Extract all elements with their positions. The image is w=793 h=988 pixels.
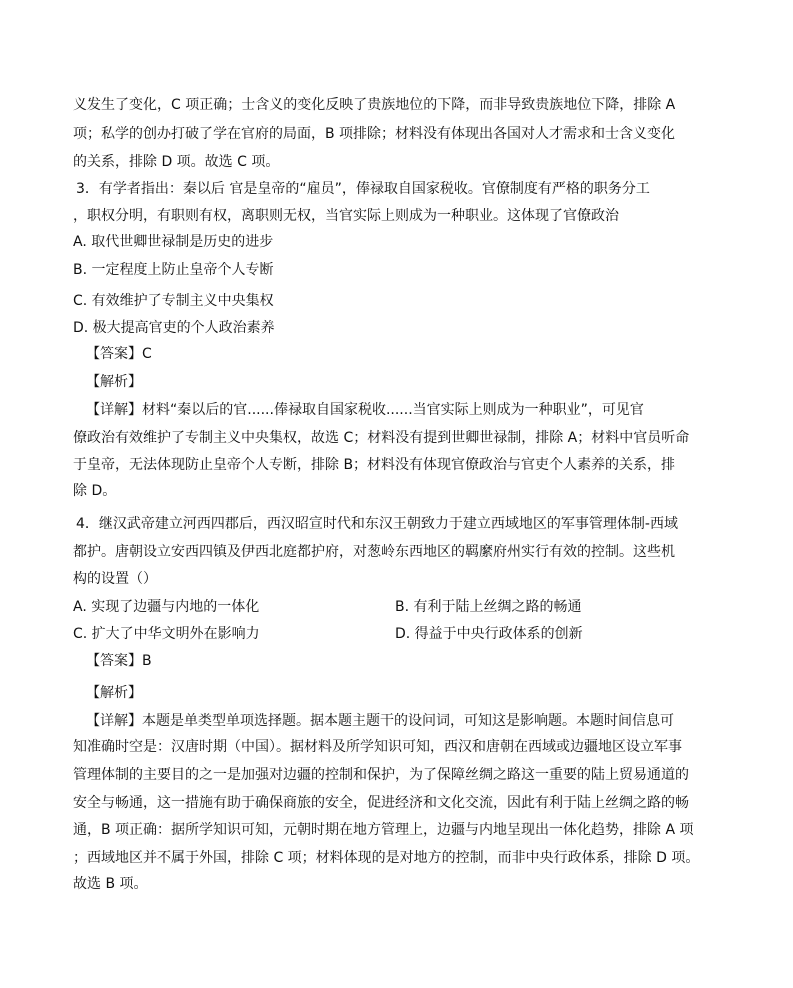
q4-stem: 构的设置（） [73, 571, 157, 587]
q3-detail: 除 D。 [73, 483, 117, 499]
q3-option-d: D. 极大提高官吏的个人政治素养 [73, 320, 275, 336]
q4-answer: 【答案】B [86, 653, 152, 669]
q4-detail: 故选 B 项。 [73, 876, 148, 892]
q3-option-a: A. 取代世卿世禄制是历史的进步 [73, 234, 274, 250]
q4-stem: 都护。唐朝设立安西四镇及伊西北庭都护府，对葱岭东西地区的羁縻府州实行有效的控制。这些机 [73, 544, 675, 560]
prev-explanation-line: 义发生了变化，C 项正确；士含义的变化反映了贵族地位的下降，而非导致贵族地位下降，排除 A [73, 97, 676, 113]
q3-detail: 僚政治有效维护了专制主义中央集权，故选 C；材料没有提到世卿世禄制，排除 A；材料中官员听命 [73, 430, 690, 446]
q3-analysis-label: 【解析】 [86, 374, 142, 390]
q4-option-b: B. 有利于陆上丝绸之路的畅通 [395, 599, 582, 615]
q4-detail: ；西域地区并不属于外国，排除 C 项；材料体现的是对地方的控制，而非中央行政体系，排除 D 项。 [73, 850, 700, 866]
q3-answer: 【答案】C [86, 346, 152, 362]
prev-explanation-line: 项；私学的创办打破了学在官府的局面，B 项排除；材料没有体现出各国对人才需求和士含义变化 [73, 126, 676, 142]
q4-detail: 管理体制的主要目的之一是加强对边疆的控制和保护，为了保障丝绸之路这一重要的陆上贸易通道的 [73, 767, 689, 783]
q3-detail: 【详解】材料“秦以后的官......俸禄取自国家税收......当官实际上则成为一种职业”，可见官 [86, 402, 644, 418]
q4-stem: 4．继汉武帝建立河西四郡后，西汉昭宣时代和东汉王朝致力于建立西域地区的军事管理体制-西域 [76, 516, 678, 532]
q3-stem: ，职权分明，有职则有权，离职则无权，当官实际上则成为一种职业。这体现了官僚政治 [73, 208, 619, 224]
q3-option-b: B. 一定程度上防止皇帝个人专断 [73, 262, 274, 278]
q4-option-d: D. 得益于中央行政体系的创新 [395, 626, 583, 642]
prev-explanation-line: 的关系，排除 D 项。故选 C 项。 [73, 154, 280, 170]
q4-detail: 知准确时空是：汉唐时期（中国）。据材料及所学知识可知，西汉和唐朝在西域或边疆地区设立军事 [73, 739, 682, 755]
q4-detail: 通，B 项正确：据所学知识可知，元朝时期在地方管理上，边疆与内地呈现出一体化趋势，排除 A 项 [73, 822, 694, 838]
q4-analysis-label: 【解析】 [86, 685, 142, 701]
q4-option-a: A. 实现了边疆与内地的一体化 [73, 599, 260, 615]
q4-detail: 【详解】本题是单类型单项选择题。据本题主题干的设问词，可知这是影响题。本题时间信息可 [86, 713, 674, 729]
q3-option-c: C. 有效维护了专制主义中央集权 [73, 293, 274, 309]
q3-stem: 3．有学者指出：秦以后 官是皇帝的“雇员”，俸禄取自国家税收。官僚制度有严格的职务分工 [76, 181, 650, 197]
q3-detail: 于皇帝，无法体现防止皇帝个人专断，排除 B；材料没有体现官僚政治与官吏个人素养的关系，排 [73, 457, 676, 473]
q4-detail: 安全与畅通，这一措施有助于确保商旅的安全，促进经济和文化交流，因此有利于陆上丝绸之路的畅 [73, 795, 689, 811]
q4-option-c: C. 扩大了中华文明外在影响力 [73, 626, 260, 642]
